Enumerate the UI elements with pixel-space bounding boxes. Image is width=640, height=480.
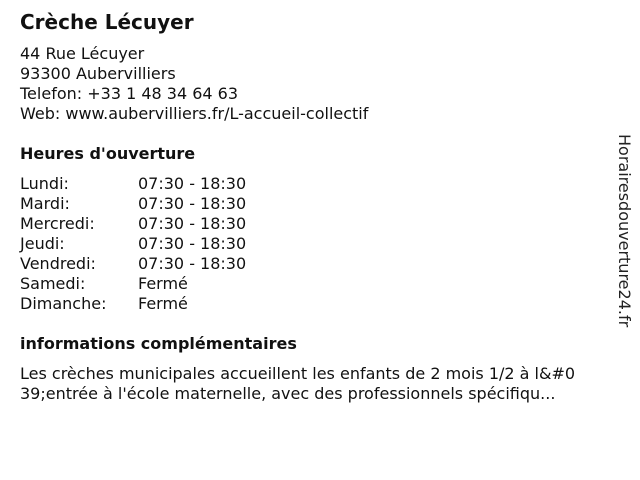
hours-row-jeudi [20,234,320,254]
time-value: 07:30 - 18:30 [138,234,247,253]
hours-row-samedi [20,274,320,294]
time-value: Fermé [138,294,188,313]
day-label: Vendredi: [20,254,96,273]
info-text [20,364,625,404]
watermark-text: Horairesdouverture24.fr [615,134,634,328]
day-label: Samedi: [20,274,86,293]
address-block [20,44,368,124]
postal-city: 93300 Aubervilliers [20,64,176,83]
hours-row-vendredi [20,254,320,274]
day-label: Dimanche: [20,294,107,313]
opening-hours-list [20,174,320,314]
day-label: Jeudi: [20,234,65,253]
info-line: 39;entrée à l'école maternelle, avec des professionnels spécifiqu... [20,384,556,403]
hours-row-lundi [20,174,320,194]
info-line: Les crèches municipales accueillent les enfants de 2 mois 1/2 à l&#0 [20,364,576,383]
day-label: Lundi: [20,174,69,193]
day-label: Mercredi: [20,214,95,233]
page-title: Crèche Lécuyer [20,10,194,34]
day-label: Mardi: [20,194,70,213]
time-value: 07:30 - 18:30 [138,214,247,233]
time-value: 07:30 - 18:30 [138,174,247,193]
hours-heading: Heures d'ouverture [20,144,196,163]
info-heading: informations complémentaires [20,334,297,353]
website-link: Web: www.aubervilliers.fr/L-accueil-collectif [20,104,369,123]
time-value: 07:30 - 18:30 [138,254,247,273]
hours-row-dimanche [20,294,320,314]
hours-row-mercredi [20,214,320,234]
street-address: 44 Rue Lécuyer [20,44,145,63]
hours-row-mardi [20,194,320,214]
time-value: Fermé [138,274,188,293]
time-value: 07:30 - 18:30 [138,194,247,213]
phone-number: Telefon: +33 1 48 34 64 63 [20,84,239,103]
